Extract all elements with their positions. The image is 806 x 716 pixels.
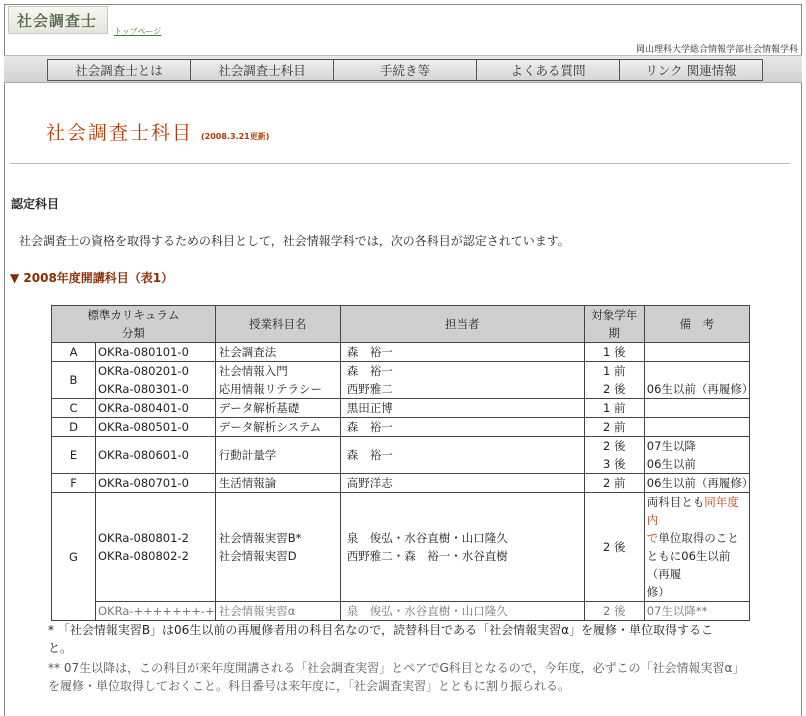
- cell-course-name: 社会情報実習α: [215, 602, 340, 621]
- cell-course-name: 行動計量学: [215, 437, 340, 474]
- header-curriculum: [52, 306, 216, 343]
- note-text: 両科目とも: [646, 495, 705, 509]
- note-highlight: 同年度内: [646, 495, 739, 527]
- cell-category: A: [52, 343, 96, 362]
- update-date: (2008.3.21更新): [201, 132, 270, 141]
- nav-bar: [4, 55, 802, 83]
- cell-course-name-line: 応用情報リテラシー: [218, 382, 323, 396]
- page-title: 社会調査士科目: [46, 122, 194, 144]
- footnote-line: と。: [48, 641, 73, 655]
- cell-year: 2 後: [584, 493, 644, 602]
- nav-item-about[interactable]: 社会調査士とは: [48, 60, 191, 80]
- footnote-star: [48, 621, 748, 657]
- table-row-c: [52, 399, 750, 418]
- table-row-f: [52, 474, 750, 493]
- cell-note: [644, 418, 749, 437]
- cell-course-name: [215, 493, 340, 602]
- cell-course-name: [215, 362, 340, 399]
- cell-note-line: [647, 493, 749, 529]
- cell-course-name: データ解析基礎: [215, 399, 340, 418]
- table-caption: ▼ 2008年度開講科目（表1）: [10, 271, 174, 285]
- cell-year-line: 3 後: [603, 457, 626, 471]
- nav-menu: [47, 59, 763, 81]
- cell-category: C: [52, 399, 96, 418]
- top-page-link[interactable]: トップページ: [114, 27, 162, 36]
- footnote-double-star: [48, 659, 748, 695]
- cell-code: OKRa-080701-0: [96, 474, 216, 493]
- cell-code-line: OKRa-080802-2: [98, 549, 189, 563]
- cell-teacher-line: 泉 俊弘・水谷直樹・山口隆久: [346, 531, 508, 545]
- course-table: [51, 305, 754, 621]
- nav-item-faq[interactable]: よくある質問: [477, 60, 620, 80]
- organization-name: 岡山理科大学総合情報学部社会情報学科: [635, 45, 798, 55]
- cell-code-line: OKRa-080801-2: [98, 531, 189, 545]
- cell-teacher-line: 西野雅二・森 裕一・水谷直樹: [346, 549, 508, 563]
- header-year-line1: 対象学年: [591, 308, 638, 322]
- nav-item-procedures[interactable]: 手続き等: [334, 60, 477, 80]
- cell-teacher: [340, 493, 584, 602]
- cell-year: 1 前: [584, 399, 644, 418]
- cell-teacher: 高野洋志: [340, 474, 584, 493]
- cell-code: [96, 362, 216, 399]
- cell-note-line: 修）: [646, 585, 670, 599]
- table-header-row: [52, 306, 750, 343]
- cell-note: [644, 343, 749, 362]
- cell-year: [584, 362, 644, 399]
- cell-category: E: [52, 437, 96, 474]
- cell-code: OKRa-080101-0: [96, 343, 216, 362]
- section-heading: 認定科目: [11, 197, 60, 211]
- cell-category: F: [52, 474, 96, 493]
- page-title-block: [46, 118, 269, 145]
- cell-year-line: 2 後: [603, 382, 626, 396]
- footnote-line: を履修・単位取得しておくこと。科目番号は来年度に，「社会調査実習」とともに割り振られる。: [48, 679, 571, 693]
- header-course: 授業科目名: [215, 306, 340, 343]
- header-curriculum-line2: 分類: [121, 326, 145, 340]
- title-divider: [10, 163, 790, 164]
- cell-code: OKRa-080601-0: [96, 437, 216, 474]
- header-notes: 備 考: [644, 306, 749, 343]
- cell-note: [644, 493, 749, 602]
- footnote-line: * 「社会情報実習B」は06生以前の再履修者用の科目名なので，読替科目である「社会情報実習α」を履修・単位取得するこ: [48, 623, 713, 637]
- nav-item-courses[interactable]: 社会調査士科目: [191, 60, 334, 80]
- cell-course-name-line: 社会情報実習D: [218, 549, 297, 563]
- table-row-e: [52, 437, 750, 474]
- cell-year-line: 1 前: [603, 364, 626, 378]
- cell-year: 2 後: [584, 602, 644, 621]
- cell-teacher-line: 西野雅二: [346, 382, 393, 396]
- cell-note-line: 06生以前（再履修）: [646, 382, 754, 396]
- header-year-line2: 期: [608, 326, 621, 340]
- cell-category: D: [52, 418, 96, 437]
- cell-note-line: ともに06生以前（再履: [646, 549, 731, 581]
- cell-course-name-line: 社会情報入門: [218, 364, 288, 378]
- cell-teacher-line: 森 裕一: [346, 364, 393, 378]
- header-year: [584, 306, 644, 343]
- note-highlight: で: [646, 531, 659, 545]
- table-row-a: [52, 343, 750, 362]
- cell-teacher: 森 裕一: [340, 343, 584, 362]
- site-logo-text: 社会調査士: [17, 11, 98, 30]
- cell-note: [644, 399, 749, 418]
- table-row-b: [52, 362, 750, 399]
- header-teacher: 担当者: [340, 306, 584, 343]
- cell-category: B: [52, 362, 96, 399]
- cell-note-line: [647, 362, 749, 380]
- cell-code-line: OKRa-080201-0: [98, 364, 189, 378]
- cell-year: 2 前: [584, 474, 644, 493]
- cell-course-name: 生活情報論: [215, 474, 340, 493]
- cell-note: 07生以降**: [644, 602, 749, 621]
- cell-teacher: [340, 362, 584, 399]
- table-row-g: [52, 493, 750, 602]
- footnote-line: ** 07生以降は，この科目が来年度開講される「社会調査実習」とペアでG科目となるので，今年度，必ずこの「社会情報実習α」: [48, 661, 745, 675]
- site-logo[interactable]: [8, 6, 108, 34]
- cell-code: OKRa-+++++++-+: [96, 602, 216, 621]
- table-row-g-extra: [52, 602, 750, 621]
- note-text: 単位取得のこと: [658, 531, 739, 545]
- cell-note: [644, 362, 754, 399]
- cell-note-line: 06生以前: [646, 457, 696, 471]
- intro-text: 社会調査士の資格を取得するための科目として，社会情報学科では，次の各科目が認定されています。: [19, 234, 570, 248]
- cell-teacher: 森 裕一: [340, 418, 584, 437]
- cell-year-line: 2 後: [603, 439, 626, 453]
- cell-note-line: [647, 529, 749, 547]
- cell-code: OKRa-080501-0: [96, 418, 216, 437]
- cell-category: G: [52, 493, 96, 621]
- cell-code: OKRa-080401-0: [96, 399, 216, 418]
- cell-note-line: 07生以降: [646, 439, 696, 453]
- cell-code-line: OKRa-080301-0: [98, 382, 189, 396]
- cell-teacher: 黒田正博: [340, 399, 584, 418]
- cell-note: 06生以前（再履修）: [644, 474, 749, 493]
- header-curriculum-line1: 標準カリキュラム: [87, 308, 180, 322]
- cell-course-name: 社会調査法: [215, 343, 340, 362]
- cell-note: [644, 437, 749, 474]
- cell-year: [584, 437, 644, 474]
- table-row-d: [52, 418, 750, 437]
- cell-year: 1 後: [584, 343, 644, 362]
- cell-year: 2 前: [584, 418, 644, 437]
- cell-course-name-line: 社会情報実習B*: [218, 531, 302, 545]
- cell-code: [96, 493, 216, 602]
- cell-teacher: 森 裕一: [340, 437, 584, 474]
- cell-course-name: データ解析システム: [215, 418, 340, 437]
- cell-teacher: 泉 俊弘・水谷直樹・山口隆久: [340, 602, 584, 621]
- nav-item-links[interactable]: リンク 関連情報: [620, 60, 762, 80]
